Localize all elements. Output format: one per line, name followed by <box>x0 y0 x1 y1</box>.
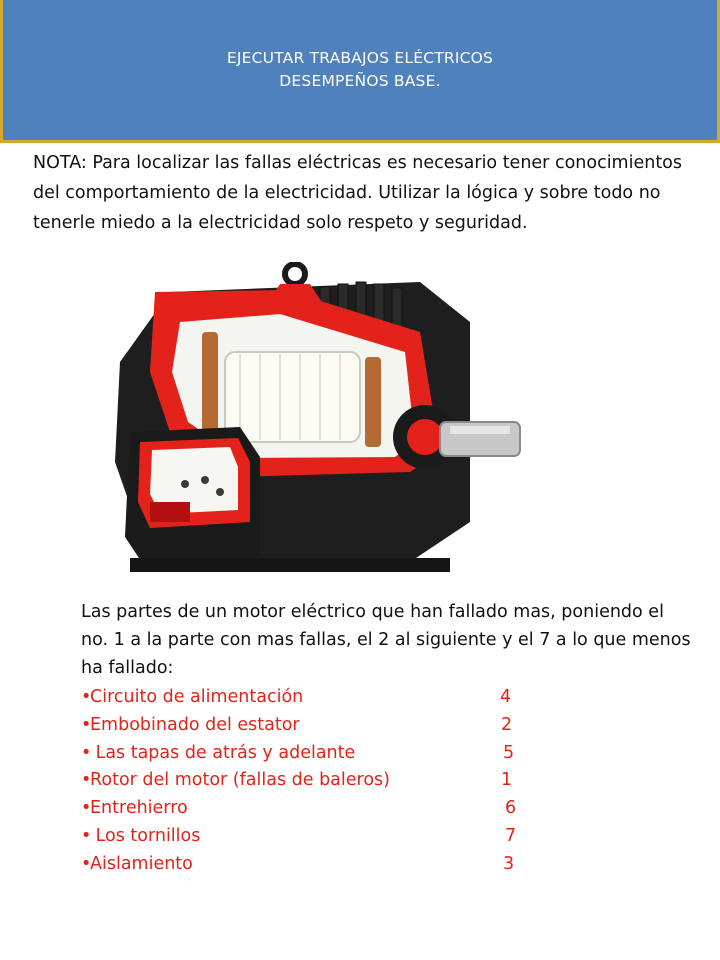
list-item <box>81 767 541 795</box>
note-paragraph: NOTA: Para localizar las fallas eléctricas es necesario tener conocimientos del comportamiento de la electricidad. Utilizar la lógica y sobre todo no tenerle miedo a la electricidad solo respeto y seguridad. <box>33 153 683 233</box>
part-label: Las tapas de atrás y adelante <box>90 742 356 763</box>
bullet-icon: • <box>81 825 92 846</box>
part-rank: 6 <box>505 798 517 819</box>
list-item <box>81 795 541 823</box>
bullet-icon: • <box>81 853 92 874</box>
title-banner-inner <box>3 0 717 140</box>
bullet-icon: • <box>81 687 92 707</box>
part-rank: 1 <box>501 770 513 791</box>
bullet-icon: • <box>81 798 92 819</box>
part-label: Circuito de alimentación <box>90 687 304 707</box>
intro-paragraph: Las partes de un motor eléctrico que han fallado mas, poniendo el no. 1 a la parte con mas fallas, el 2 al siguiente y el 7 a lo que menos ha fallado: <box>81 602 691 678</box>
title-line-2: DESEMPEÑOS BASE. <box>279 72 441 90</box>
motor-cutaway-image <box>110 262 530 588</box>
title-line-1: EJECUTAR TRABAJOS ELÉCTRICOS <box>226 48 494 67</box>
failure-ranking-list <box>81 684 541 879</box>
part-rank: 3 <box>503 853 515 874</box>
part-rank: 4 <box>500 687 512 707</box>
part-label: Los tornillos <box>90 825 201 846</box>
list-item <box>81 823 541 851</box>
part-label: Embobinado del estator <box>90 714 300 735</box>
list-item <box>81 684 541 712</box>
list-item <box>81 740 541 768</box>
list-item <box>81 851 541 879</box>
title-banner <box>0 0 720 143</box>
part-rank: 7 <box>505 825 517 846</box>
bullet-icon: • <box>81 770 92 791</box>
bullet-icon: • <box>81 742 92 763</box>
part-label: Rotor del motor (fallas de baleros) <box>90 770 390 791</box>
part-rank: 5 <box>503 742 515 763</box>
bullet-icon: • <box>81 714 92 735</box>
part-label: Entrehierro <box>90 798 188 819</box>
list-item <box>81 712 541 740</box>
part-rank: 2 <box>501 714 513 735</box>
part-label: Aislamiento <box>90 853 193 874</box>
